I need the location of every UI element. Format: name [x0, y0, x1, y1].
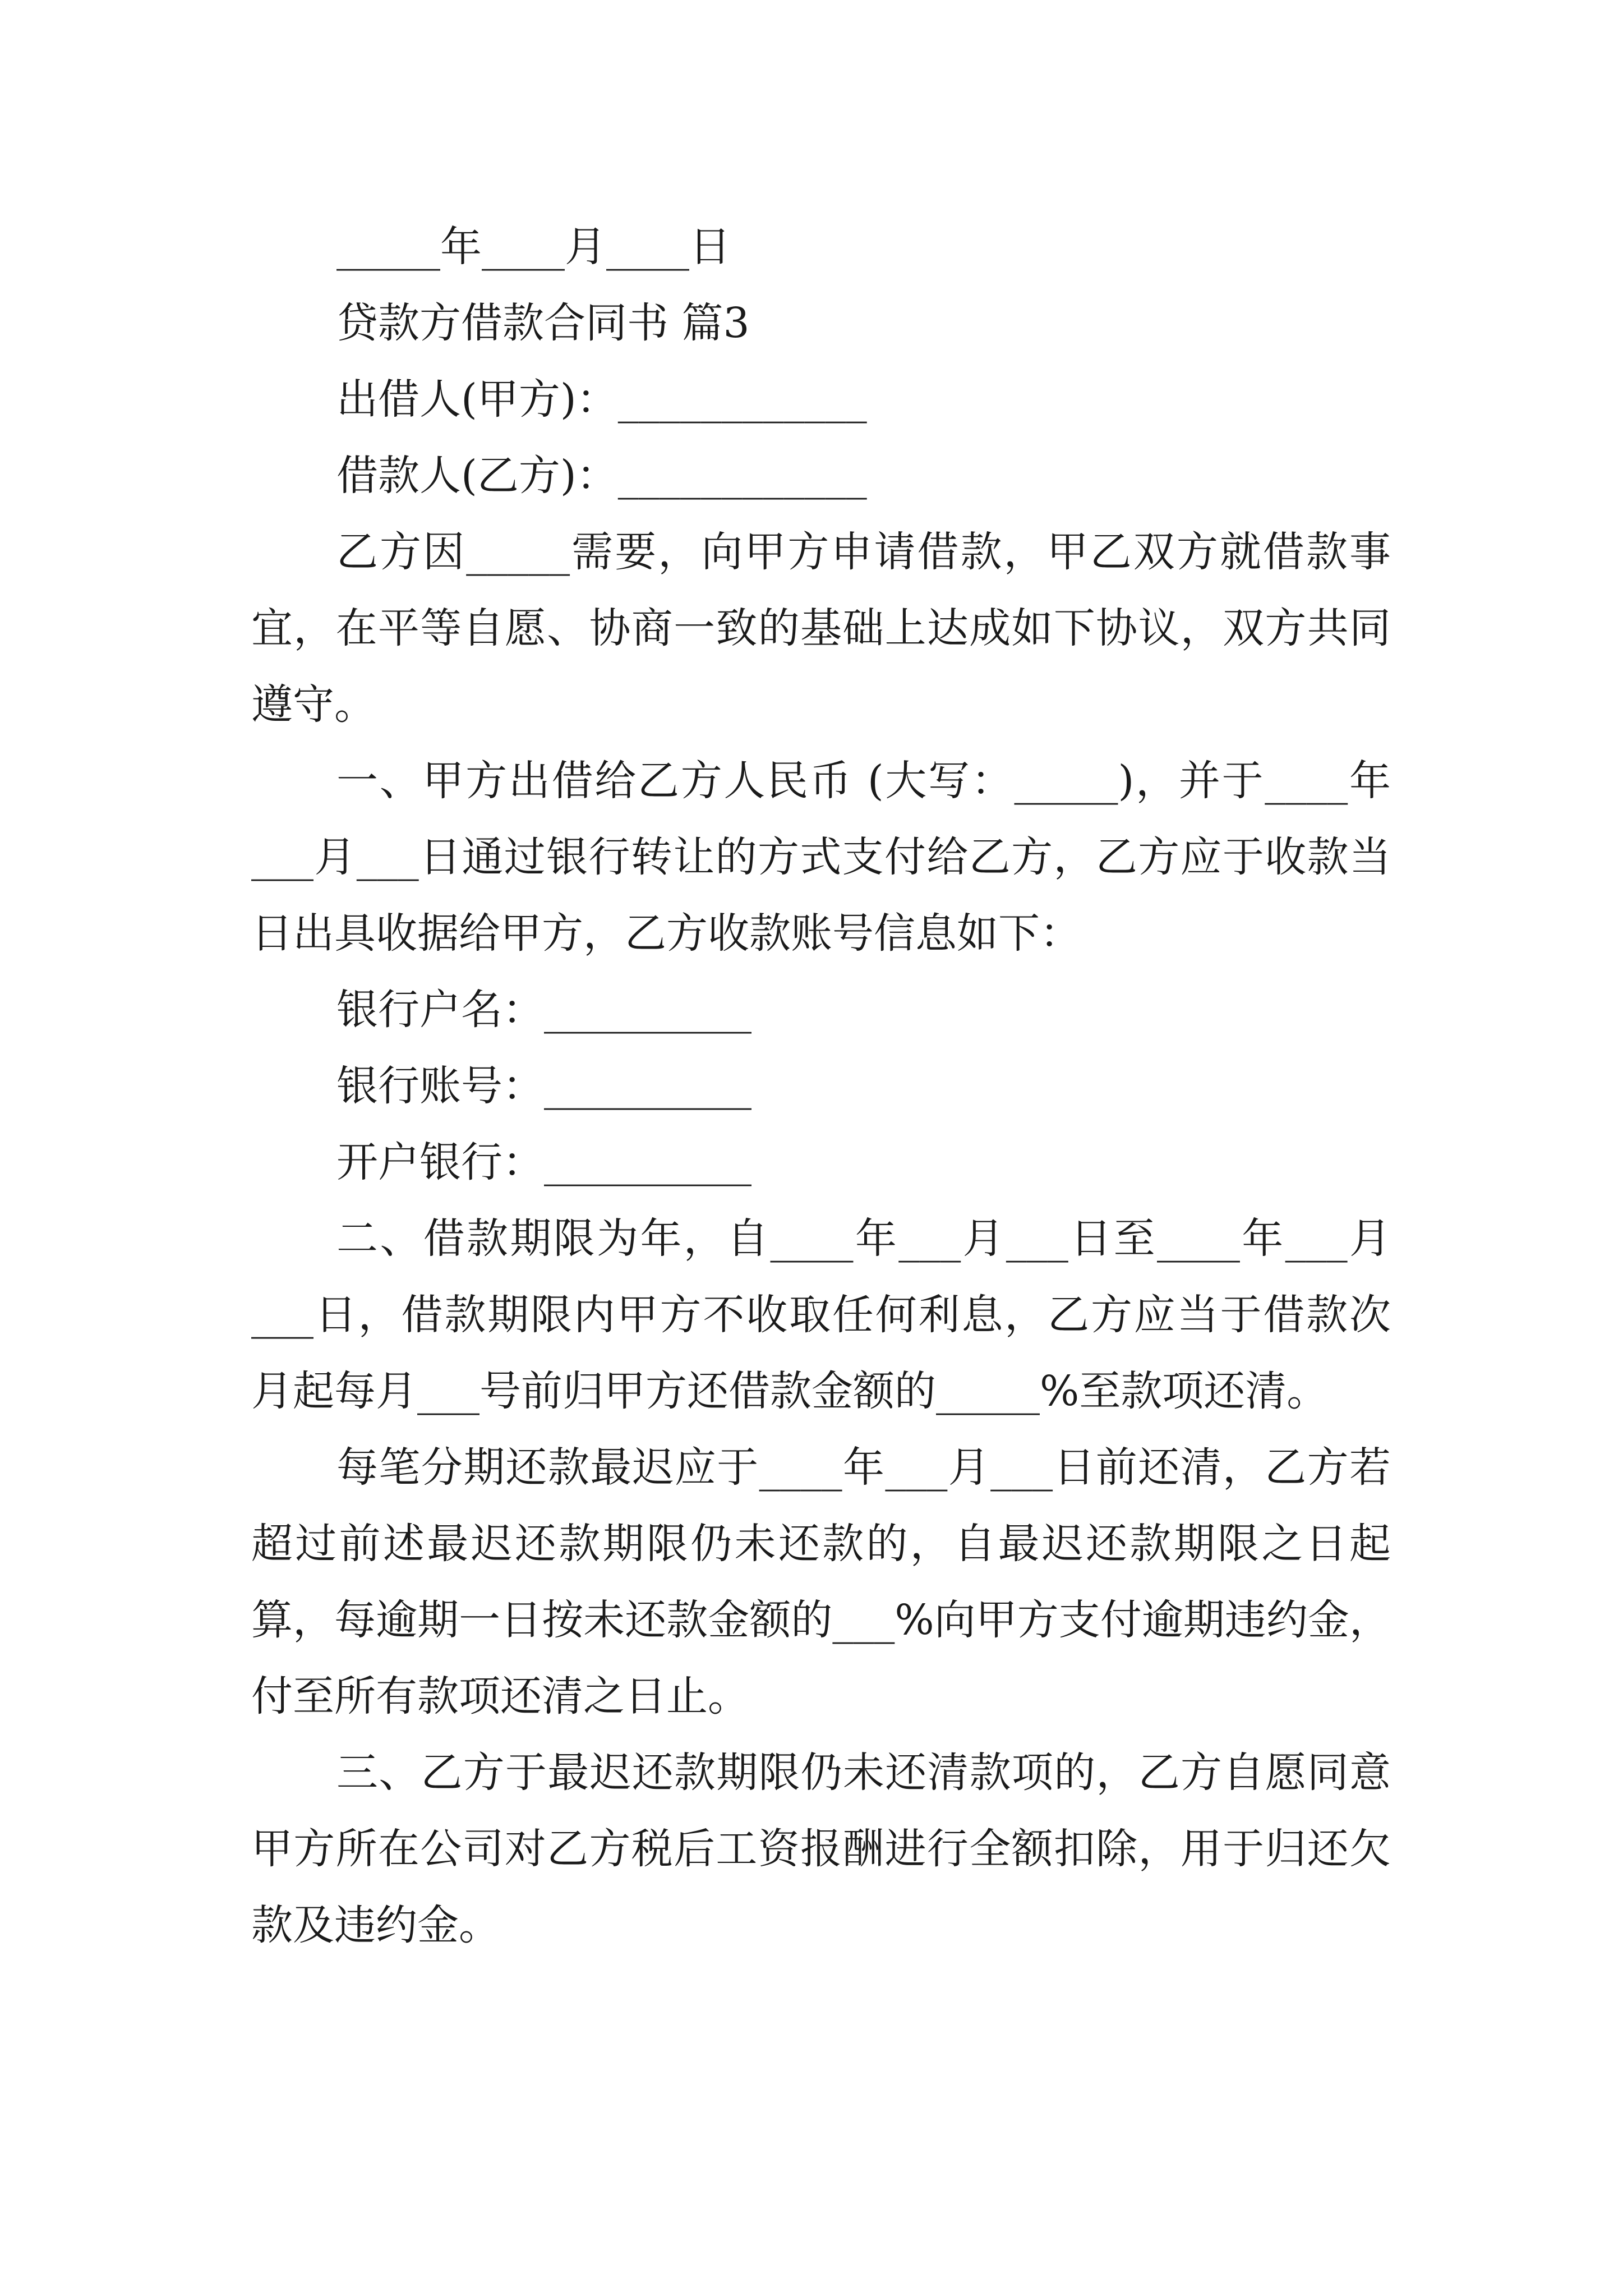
borrower-line: 借款人(乙方)：____________	[336, 452, 867, 500]
clause-3: 三、乙方于最迟还款期限仍未还清款项的，乙方自愿同意甲方所在公司对乙方税后工资报酬进行全额扣除，用于归还欠款及违约金。	[251, 1749, 1391, 1949]
bank-account-number: 银行账号：__________	[336, 1062, 751, 1110]
clause-2: 二、借款期限为年，自____年___月___日至____年___月___日，借款期限内甲方不收取任何利息，乙方应当于借款次月起每月___号前归甲方还借款金额的_____%至款项还清。	[251, 1214, 1391, 1415]
section-title: 贷款方借款合同书 篇3	[336, 299, 750, 347]
intro-paragraph: 乙方因_____需要，向甲方申请借款，甲乙双方就借款事宜，在平等自愿、协商一致的基础上达成如下协议，双方共同遵守。	[251, 528, 1391, 729]
clause-1: 一、甲方出借给乙方人民币 (大写：_____)，并于____年___月___日通过银行转让的方式支付给乙方，乙方应于收款当日出具收据给甲方，乙方收款账号信息如下：	[251, 757, 1391, 958]
installment-paragraph: 每笔分期还款最迟应于____年___月___日前还清，乙方若超过前述最迟还款期限仍未还款的，自最迟还款期限之日起算，每逾期一日按未还款金额的___%向甲方支付逾期违约金，付至所有款项还清之日止。	[251, 1443, 1391, 1720]
date-line: _____年____月____日	[336, 223, 731, 271]
bank-name: 开户银行：__________	[336, 1138, 751, 1186]
document-body	[251, 209, 1391, 1963]
bank-account-name: 银行户名：__________	[336, 986, 751, 1034]
lender-line: 出借人(甲方)：____________	[336, 375, 867, 424]
